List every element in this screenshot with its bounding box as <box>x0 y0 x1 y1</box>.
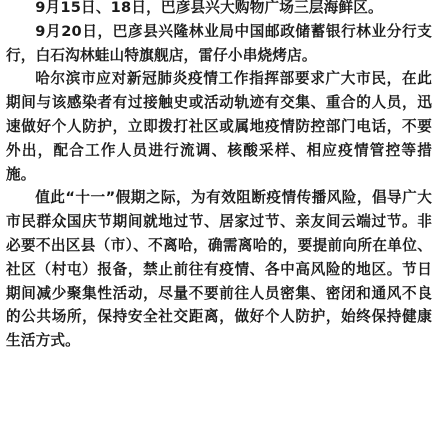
paragraph-date-sept-15-18: 9月15日、18日，巴彦县兴大购物广场三层海鲜区。 <box>35 0 383 16</box>
paragraph-harbin-notice: 哈尔滨市应对新冠肺炎疫情工作指挥部要求广大市民，在此期间与该感染者有过接触史或活动轨迹有交集、重合的人员，迅速做好个人防护，立即拨打社区或属地疫情防控部门电话，不要外出，配合工作人员进行流调、核酸采样、相应疫情管控等措施。 <box>6 70 432 183</box>
paragraph-date-sept-20: 9月20日，巴彦县兴隆林业局中国邮政储蓄银行林业分行支行，白石沟林蛙山特旗舰店，雷仔小串烧烤店。 <box>6 22 432 64</box>
paragraph-holiday-advice: 值此“十一”假期之际，为有效阻断疫情传播风险，倡导广大市民群众国庆节期间就地过节、居家过节、亲友间云端过节。非必要不出区县（市）、不离哈，确需离哈的，要提前向所在单位、社区（村屯）报备，禁止前往有疫情、各中高风险的地区。节日期间减少聚集性活动，尽量不要前往人员密集、密闭和通风不良的公共场所，保持安全社交距离，做好个人防护，始终保持健康生活方式。 <box>6 189 432 350</box>
